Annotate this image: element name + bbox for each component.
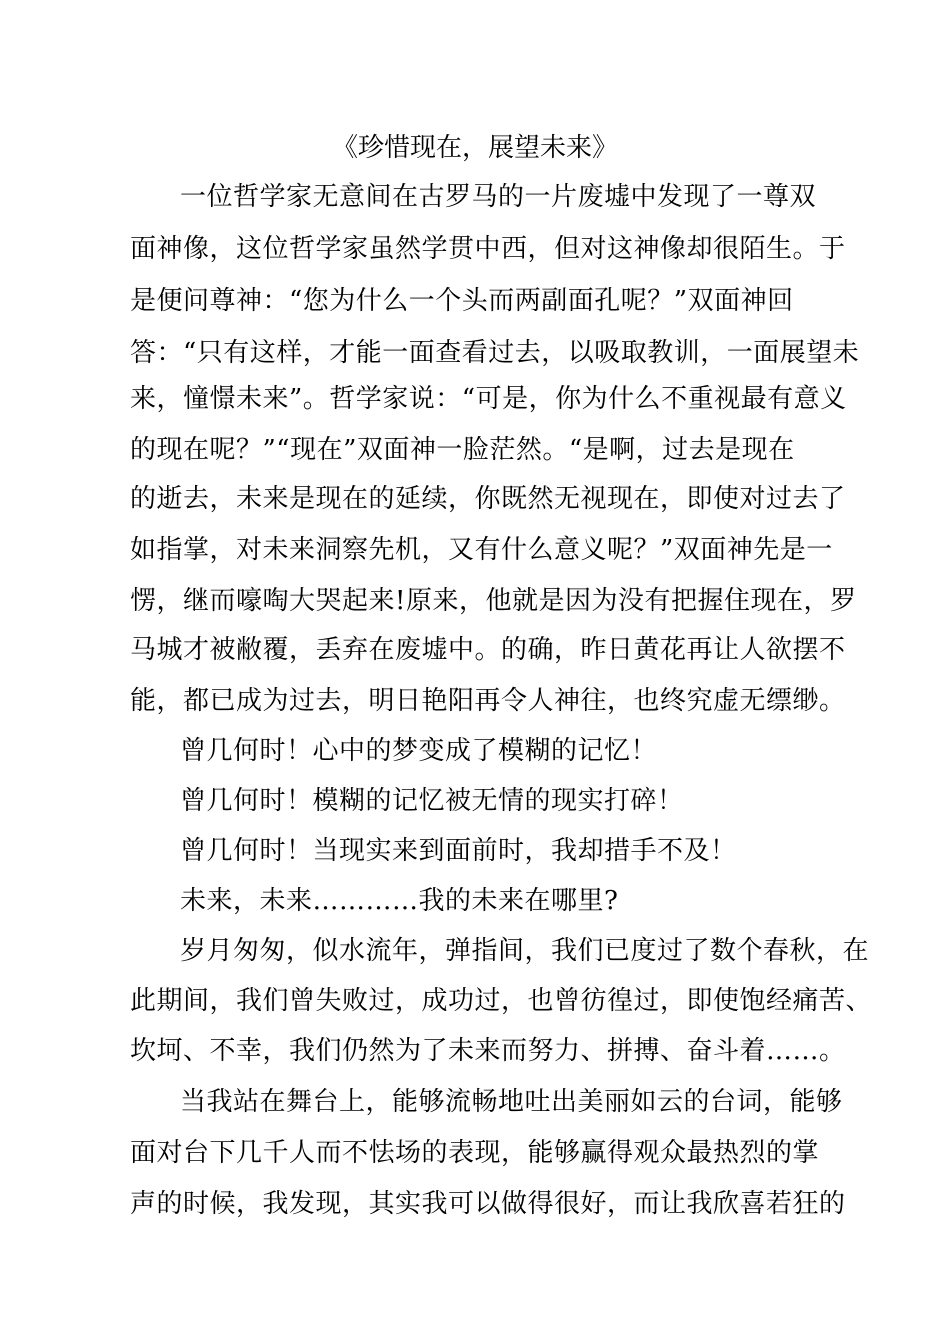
paragraph-line: 愣，继而嚎啕大哭起来!原来，他就是因为没有把握住现在，罗	[130, 586, 857, 616]
paragraph-line: 来，憧憬未来”。哲学家说：“可是，你为什么不重视最有意义	[130, 384, 847, 414]
paragraph-line: 曾几何时！模糊的记忆被无情的现实打碎！	[180, 786, 684, 816]
document-title: 《珍惜现在，展望未来》	[331, 133, 618, 163]
paragraph-line: 坎坷、不幸，我们仍然为了未来而努力、拼搏、奋斗着……。	[130, 1036, 846, 1066]
paragraph-line: 是便问尊神：“您为什么一个头而两副面孔呢？”双面神回	[130, 286, 794, 316]
paragraph-line: 曾几何时！心中的梦变成了模糊的记忆！	[180, 736, 658, 766]
paragraph-line: 岁月匆匆，似水流年，弹指间，我们已度过了数个春秋，在	[180, 936, 870, 966]
paragraph-line: 答：“只有这样，才能一面查看过去，以吸取教训，一面展望未	[130, 338, 860, 368]
paragraph-line: 曾几何时！当现实来到面前时，我却措手不及！	[180, 836, 737, 866]
paragraph-line: 马城才被敝覆，丢弃在废墟中。的确，昨日黄花再让人欲摆不	[130, 635, 846, 665]
paragraph-line: 此期间，我们曾失败过，成功过，也曾彷徨过，即使饱经痛苦、	[130, 986, 873, 1016]
paragraph-line: 的逝去，未来是现在的延续，你既然无视现在，即使对过去了	[130, 484, 846, 514]
paragraph-line: 能，都已成为过去，明日艳阳再令人神往，也终究虚无缥缈。	[130, 686, 846, 716]
paragraph-line: 如指掌，对未来洞察先机，又有什么意义呢？”双面神先是一	[130, 535, 833, 565]
paragraph-line: 当我站在舞台上，能够流畅地吐出美丽如云的台词，能够	[180, 1087, 843, 1117]
paragraph-line: 一位哲学家无意间在古罗马的一片废墟中发现了一尊双	[180, 182, 817, 212]
paragraph-line: 声的时候，我发现，其实我可以做得很好，而让我欣喜若狂的	[130, 1189, 846, 1219]
paragraph-line: 未来，未来…………我的未来在哪里?	[180, 886, 619, 916]
paragraph-line: 面对台下几千人而不怯场的表现，能够赢得观众最热烈的掌	[130, 1138, 820, 1168]
paragraph-line: 的现在呢？”“现在”双面神一脸茫然。“是啊，过去是现在	[130, 435, 795, 465]
paragraph-line: 面神像，这位哲学家虽然学贯中西，但对这神像却很陌生。于	[130, 234, 846, 264]
